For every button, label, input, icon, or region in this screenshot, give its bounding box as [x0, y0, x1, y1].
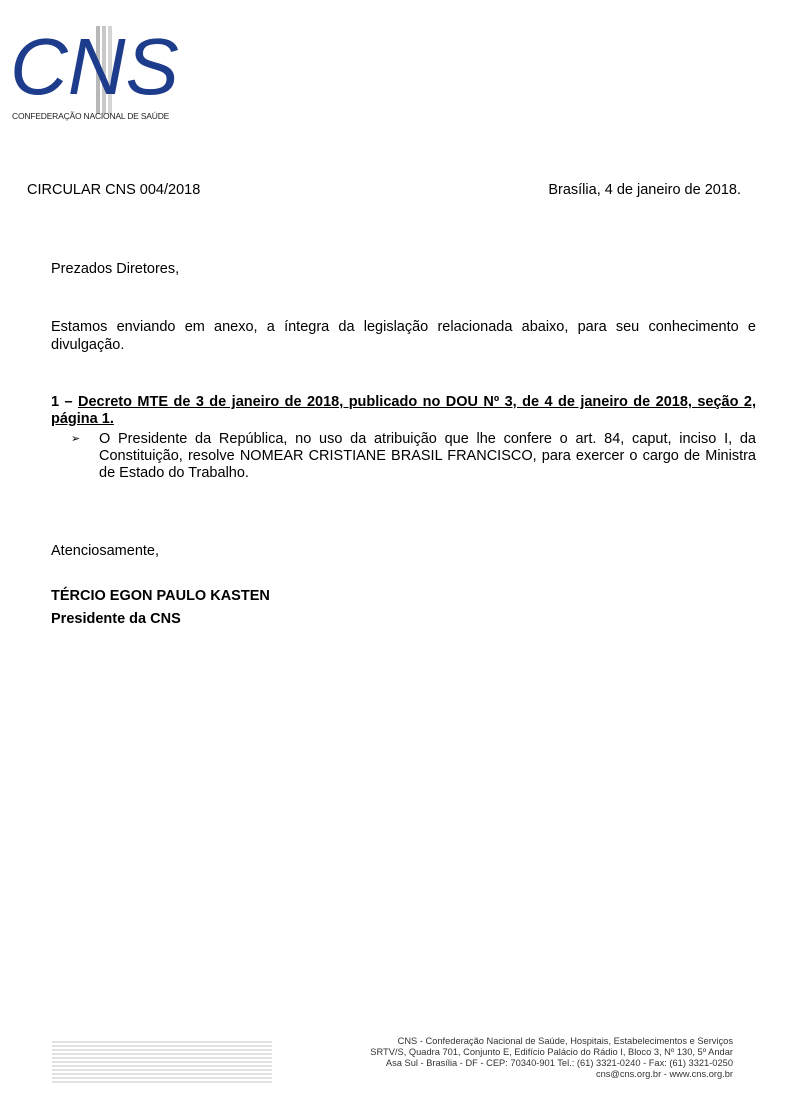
- closing: Atenciosamente,: [51, 543, 160, 559]
- cns-logo-mark: [10, 24, 190, 124]
- logo-letters: CNS: [10, 24, 179, 111]
- circular-number: CIRCULAR CNS 004/2018: [27, 182, 201, 198]
- footer-line-4: cns@cns.org.br - www.cns.org.br: [595, 1069, 733, 1079]
- signer-name: TÉRCIO EGON PAULO KASTEN: [51, 588, 270, 604]
- document-date: Brasília, 4 de janeiro de 2018.: [548, 182, 741, 198]
- bullet-text: O Presidente da República, no uso da atribuição que lhe confere o art. 84, caput, inciso I, da Constituição, resolve NOMEAR CRISTIANE BRASIL FRANCISCO, para exercer o cargo de Ministra de Estado do Trabalho.: [99, 431, 756, 481]
- item-heading: [51, 394, 756, 428]
- intro-paragraph: Estamos enviando em anexo, a íntegra da legislação relacionada abaixo, para seu conhecimento e divulgação.: [51, 319, 756, 353]
- footer-line-2: SRTV/S, Quadra 701, Conjunto E, Edifício Palácio do Rádio I, Bloco 3, Nº 130, 5º Andar: [370, 1047, 733, 1057]
- item-number: 1 –: [51, 394, 78, 410]
- logo-subtitle: CONFEDERAÇÃO NACIONAL DE SAÚDE: [12, 111, 170, 121]
- arrow-bullet-icon: ➢: [71, 433, 81, 445]
- signer-title: Presidente da CNS: [51, 611, 181, 627]
- item-title: Decreto MTE de 3 de janeiro de 2018, publicado no DOU Nº 3, de 4 de janeiro de 2018, seção 2, página 1.: [51, 394, 756, 427]
- salutation: Prezados Diretores,: [51, 261, 180, 277]
- footer-address: [370, 1036, 733, 1080]
- signature-block: [51, 585, 270, 631]
- footer-line-3: Asa Sul - Brasília - DF - CEP: 70340-901 Tel.: (61) 3321-0240 - Fax: (61) 3321-0250: [385, 1058, 733, 1068]
- item-bullet: [71, 431, 756, 482]
- footer-line-1: CNS - Confederação Nacional de Saúde, Hospitais, Estabelecimentos e Serviços: [397, 1036, 733, 1046]
